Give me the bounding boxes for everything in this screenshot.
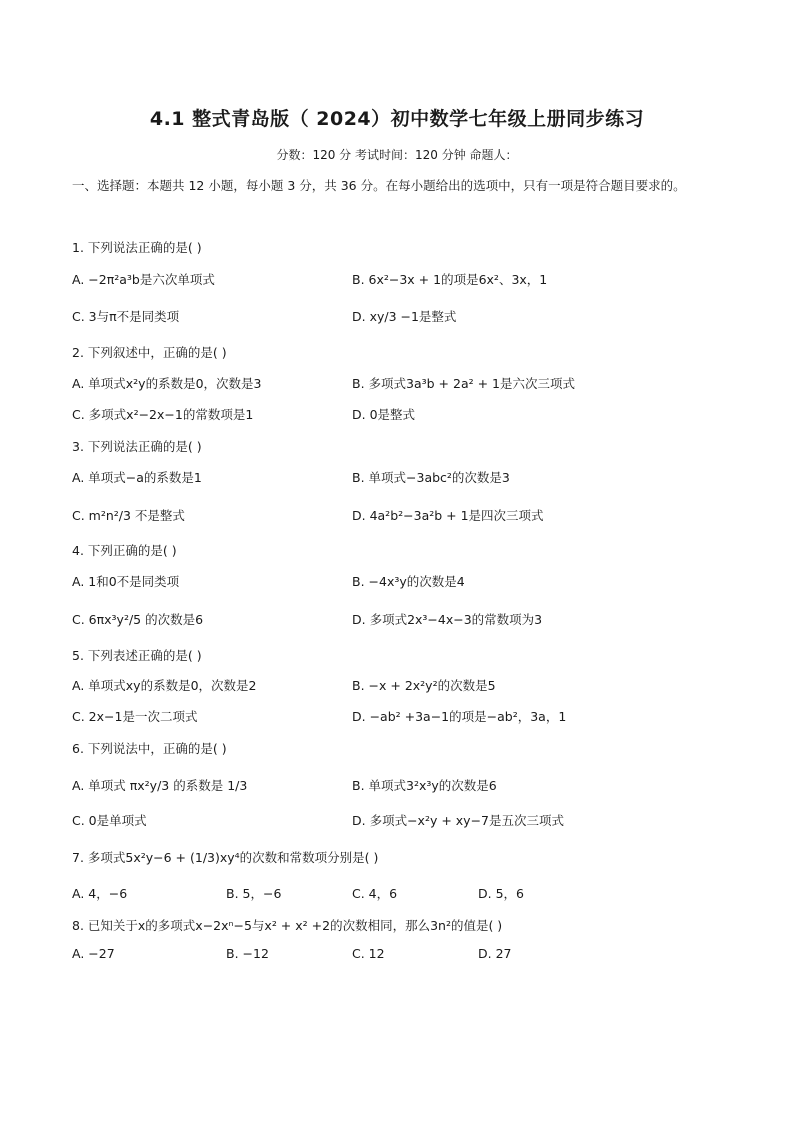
q4-option-d: D. 多项式2x³−4x−3的常数项为3 [352, 612, 543, 627]
question-4-stem: 4. 下列正确的是( ) [72, 543, 177, 558]
q5-option-c: C. 2x−1是一次二项式 [72, 709, 198, 724]
q3-option-b: B. 单项式−3abc²的次数是3 [352, 470, 510, 485]
question-7-stem: 7. 多项式5x²y−6 + (1/3)xy⁴的次数和常数项分别是( ) [72, 850, 379, 865]
q4-option-a: A. 1和0不是同类项 [72, 574, 180, 589]
q1-option-d: D. xy/3 −1是整式 [352, 309, 457, 324]
q1-option-b: B. 6x²−3x + 1的项是6x²、3x，1 [352, 272, 548, 287]
q5-option-d: D. −ab² +3a−1的项是−ab²，3a，1 [352, 709, 567, 724]
q2-option-d: D. 0是整式 [352, 407, 416, 422]
q2-option-a: A. 单项式x²y的系数是0，次数是3 [72, 376, 262, 391]
q8-option-d: D. 27 [478, 946, 512, 961]
q3-option-a: A. 单项式−a的系数是1 [72, 470, 202, 485]
question-3-stem: 3. 下列说法正确的是( ) [72, 439, 202, 454]
q3-option-c: C. m²n²/3 不是整式 [72, 508, 185, 523]
document-title: 4.1 整式青岛版（ 2024）初中数学七年级上册同步练习 [149, 108, 645, 130]
exam-meta: 分数：120 分 考试时间：120 分钟 命题人： [276, 148, 518, 162]
q2-option-c: C. 多项式x²−2x−1的常数项是1 [72, 407, 254, 422]
q3-option-d: D. 4a²b²−3a²b + 1是四次三项式 [352, 508, 544, 523]
q6-option-a: A. 单项式 πx²y/3 的系数是 1/3 [72, 778, 248, 793]
q7-option-c: C. 4，6 [352, 886, 398, 901]
question-1-stem: 1. 下列说法正确的是( ) [72, 240, 202, 255]
q5-option-b: B. −x + 2x²y²的次数是5 [352, 678, 496, 693]
question-6-stem: 6. 下列说法中，正确的是( ) [72, 741, 227, 756]
question-5-stem: 5. 下列表述正确的是( ) [72, 648, 202, 663]
q8-option-a: A. −27 [72, 946, 115, 961]
q7-option-b: B. 5，−6 [226, 886, 282, 901]
q7-option-d: D. 5，6 [478, 886, 524, 901]
question-2-stem: 2. 下列叙述中，正确的是( ) [72, 345, 227, 360]
question-8-stem: 8. 已知关于x的多项式x−2xⁿ−5与x² + x² +2的次数相同，那么3n²的值是( ) [72, 918, 503, 933]
q8-option-b: B. −12 [226, 946, 269, 961]
q4-option-c: C. 6πx³y²/5 的次数是6 [72, 612, 204, 627]
q8-option-c: C. 12 [352, 946, 385, 961]
q7-option-a: A. 4，−6 [72, 886, 128, 901]
q6-option-b: B. 单项式3²x³y的次数是6 [352, 778, 497, 793]
section-heading: 一、选择题：本题共 12 小题，每小题 3 分，共 36 分。在每小题给出的选项中，只有一项是符合题目要求的。 [72, 178, 686, 193]
q4-option-b: B. −4x³y的次数是4 [352, 574, 465, 589]
q2-option-b: B. 多项式3a³b + 2a² + 1是六次三项式 [352, 376, 575, 391]
q1-option-c: C. 3与π不是同类项 [72, 309, 180, 324]
q5-option-a: A. 单项式xy的系数是0，次数是2 [72, 678, 257, 693]
q6-option-c: C. 0是单项式 [72, 813, 147, 828]
q6-option-d: D. 多项式−x²y + xy−7是五次三项式 [352, 813, 564, 828]
q1-option-a: A. −2π²a³b是六次单项式 [72, 272, 215, 287]
